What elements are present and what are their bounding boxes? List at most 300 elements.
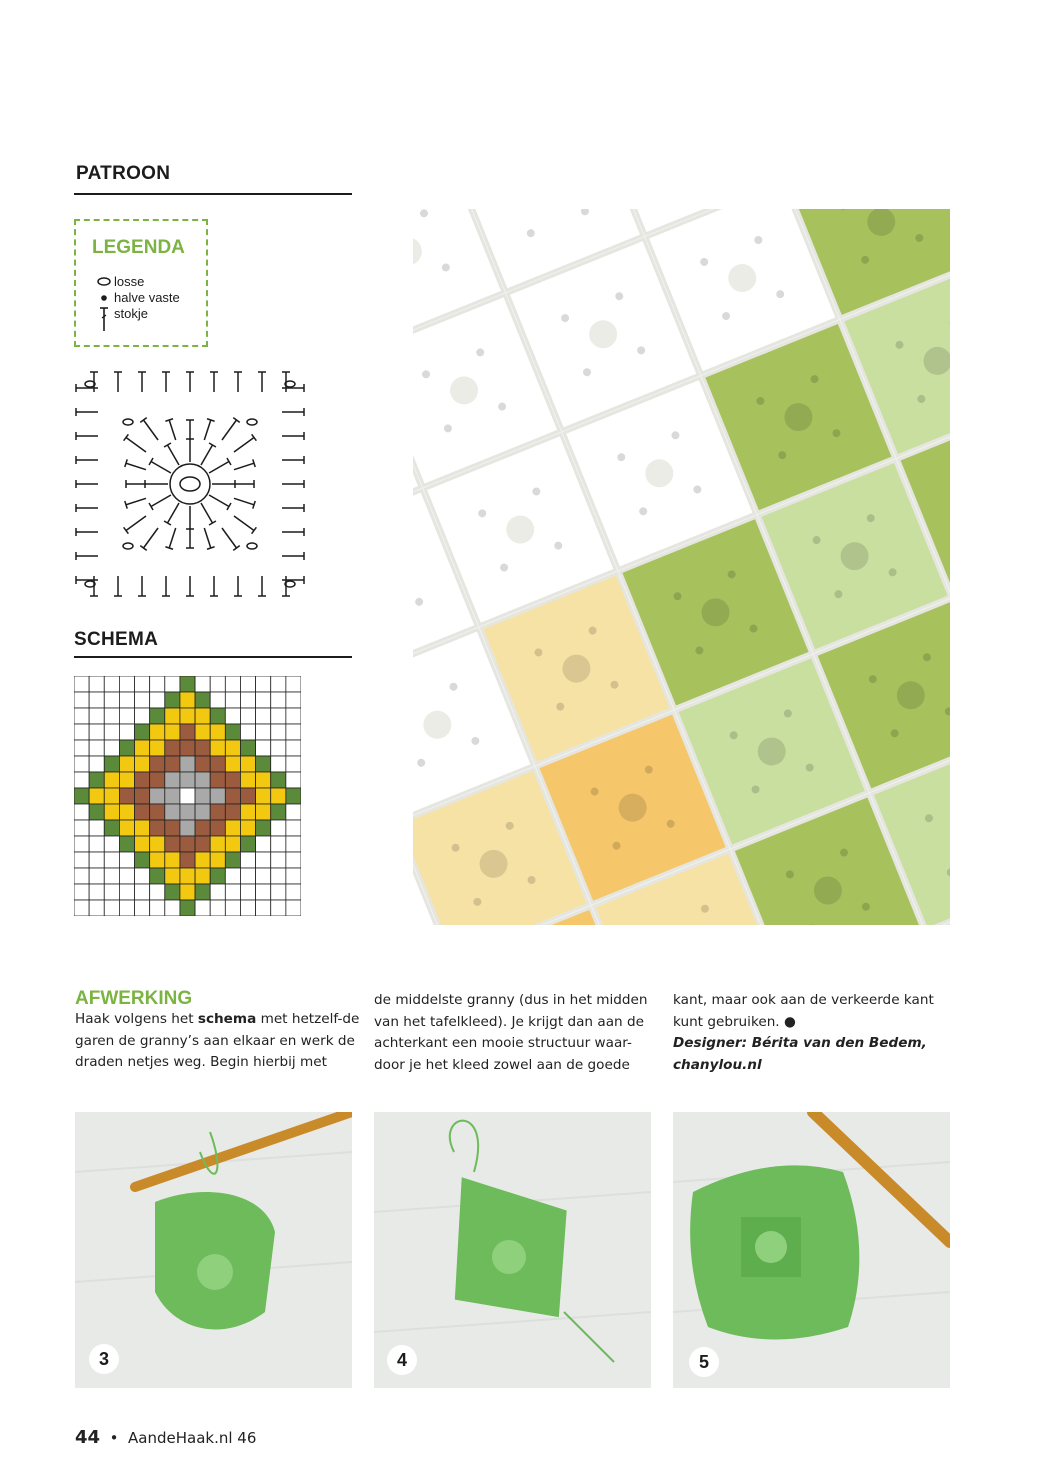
schema-cell xyxy=(210,708,225,724)
schema-cell xyxy=(135,868,150,884)
schema-cell xyxy=(89,884,104,900)
schema-cell xyxy=(150,692,165,708)
chain-stitch xyxy=(123,419,133,425)
schema-cell xyxy=(225,884,240,900)
schema-cell xyxy=(74,788,89,804)
stitch-line xyxy=(204,420,210,440)
schema-cell xyxy=(286,724,301,740)
schema-cell xyxy=(150,900,165,916)
schema-cell xyxy=(135,772,150,788)
schema-cell xyxy=(119,884,134,900)
schema-cell xyxy=(89,788,104,804)
chain-stitch xyxy=(123,543,133,549)
step-photo-4 xyxy=(374,1112,651,1388)
schema-cell xyxy=(150,724,165,740)
schema-cell xyxy=(150,788,165,804)
stitch-line xyxy=(151,462,171,474)
schema-cell xyxy=(195,676,210,692)
schema-cell xyxy=(271,708,286,724)
schema-cell xyxy=(135,676,150,692)
stitch-top xyxy=(233,546,239,551)
schema-cell xyxy=(240,900,255,916)
schema-cell xyxy=(135,900,150,916)
schema-cell xyxy=(135,836,150,852)
schema-cell xyxy=(150,820,165,836)
stitch-line xyxy=(222,528,237,548)
schema-cell xyxy=(210,836,225,852)
schema-cell xyxy=(271,676,286,692)
schema-cell xyxy=(240,868,255,884)
treble-stitch-icon xyxy=(94,306,114,335)
schema-cell xyxy=(225,708,240,724)
schema-cell xyxy=(271,868,286,884)
schema-cell xyxy=(89,708,104,724)
schema-cell xyxy=(210,740,225,756)
schema-cell xyxy=(271,804,286,820)
schema-cell xyxy=(256,884,271,900)
schema-cell xyxy=(89,772,104,788)
schema-cell xyxy=(286,692,301,708)
stitch-line xyxy=(168,503,180,523)
stitch-line xyxy=(209,462,229,474)
schema-cell xyxy=(119,820,134,836)
stitch-line xyxy=(234,516,254,531)
step-badge-3: 3 xyxy=(89,1344,119,1374)
schema-cell xyxy=(180,804,195,820)
page-number: 44 xyxy=(75,1427,101,1448)
stitch-line xyxy=(234,438,254,453)
schema-cell xyxy=(195,740,210,756)
schema-cell xyxy=(104,836,119,852)
schema-cell xyxy=(119,804,134,820)
schema-cell xyxy=(150,836,165,852)
schema-cell xyxy=(89,900,104,916)
patroon-heading: PATROON xyxy=(76,163,171,184)
schema-cell xyxy=(104,692,119,708)
schema-cell xyxy=(165,804,180,820)
stitch-line xyxy=(201,445,213,465)
schema-cell xyxy=(225,676,240,692)
schema-cell xyxy=(256,820,271,836)
schema-cell xyxy=(225,756,240,772)
stitch-line xyxy=(126,498,146,504)
schema-cell xyxy=(74,708,89,724)
stitch-line xyxy=(126,463,146,469)
schema-cell xyxy=(74,692,89,708)
schema-cell xyxy=(165,756,180,772)
schema-cell xyxy=(240,804,255,820)
schema-cell xyxy=(210,804,225,820)
schema-cell xyxy=(225,900,240,916)
schema-cell xyxy=(104,740,119,756)
schema-cell xyxy=(240,756,255,772)
schema-cell xyxy=(271,724,286,740)
schema-cell xyxy=(150,772,165,788)
stitch-top xyxy=(140,418,146,423)
schema-cell xyxy=(286,756,301,772)
chain-stitch xyxy=(247,419,257,425)
schema-cell xyxy=(240,692,255,708)
schema-cell xyxy=(119,692,134,708)
schema-cell xyxy=(180,740,195,756)
schema-cell xyxy=(256,756,271,772)
schema-cell xyxy=(195,756,210,772)
legend-label: stokje xyxy=(114,306,148,321)
legend-title: LEGENDA xyxy=(92,237,185,258)
stitch-top xyxy=(140,546,146,551)
step-photo-5-image xyxy=(673,1112,950,1388)
schema-cell xyxy=(256,788,271,804)
schema-cell xyxy=(165,852,180,868)
schema-cell xyxy=(225,836,240,852)
schema-cell xyxy=(225,868,240,884)
schema-cell xyxy=(104,868,119,884)
stitch-line xyxy=(126,516,146,531)
stitch-line xyxy=(234,498,254,504)
schema-cell xyxy=(180,676,195,692)
schema-cell xyxy=(195,708,210,724)
schema-cell xyxy=(286,708,301,724)
center-ring xyxy=(180,477,200,491)
schema-cell xyxy=(240,788,255,804)
stitch-line xyxy=(144,528,159,548)
designer-credit: Designer: Bérita van den Bedem, xyxy=(673,1035,927,1051)
step-photo-3 xyxy=(75,1112,352,1388)
schema-cell xyxy=(104,852,119,868)
step-photo-4-image xyxy=(374,1112,651,1388)
schema-cell xyxy=(240,820,255,836)
stitch-top xyxy=(252,434,257,440)
schema-cell xyxy=(135,708,150,724)
schema-cell xyxy=(104,820,119,836)
schema-cell xyxy=(180,836,195,852)
schema-cell xyxy=(256,868,271,884)
schema-cell xyxy=(74,852,89,868)
schema-cell xyxy=(135,692,150,708)
schema-cell xyxy=(135,852,150,868)
schema-cell xyxy=(104,788,119,804)
schema-cell xyxy=(165,788,180,804)
schema-cell xyxy=(89,740,104,756)
schema-cell xyxy=(210,788,225,804)
schema-cell xyxy=(180,724,195,740)
schema-cell xyxy=(165,884,180,900)
afwerking-text-3: kant, maar ook aan de verkeerde kant kunt gebruiken. xyxy=(673,992,934,1030)
legend-item-stokje xyxy=(94,306,148,335)
schema-cell xyxy=(74,772,89,788)
stitch-line xyxy=(126,438,146,453)
stitch-top xyxy=(124,434,129,440)
schema-cell xyxy=(195,820,210,836)
schema-cell xyxy=(286,772,301,788)
afwerking-text-1a: Haak volgens het xyxy=(75,1011,198,1027)
schema-cell xyxy=(240,740,255,756)
schema-cell xyxy=(210,868,225,884)
schema-cell xyxy=(225,820,240,836)
schema-cell xyxy=(210,884,225,900)
schema-cell xyxy=(74,836,89,852)
stitch-line xyxy=(169,420,175,440)
schema-cell xyxy=(165,692,180,708)
schema-cell xyxy=(240,708,255,724)
schema-cell xyxy=(286,676,301,692)
schema-cell xyxy=(180,692,195,708)
schema-cell xyxy=(210,724,225,740)
schema-cell xyxy=(119,836,134,852)
schema-cell xyxy=(195,836,210,852)
footer-separator: • xyxy=(109,1429,119,1447)
afwerking-text-2: de middelste granny (dus in het midden van het tafelkleed). Je krijgt dan aan de achterkant een mooie structuur waar-door je het kleed zowel aan de goede xyxy=(374,992,648,1073)
schema-cell xyxy=(271,852,286,868)
schema-cell xyxy=(89,804,104,820)
schema-cell xyxy=(286,868,301,884)
schema-cell xyxy=(89,836,104,852)
schema-cell xyxy=(286,820,301,836)
schema-cell xyxy=(180,900,195,916)
schema-cell xyxy=(195,692,210,708)
schema-cell xyxy=(195,884,210,900)
schema-cell xyxy=(119,772,134,788)
schema-cell xyxy=(119,756,134,772)
schema-cell xyxy=(210,692,225,708)
schema-cell xyxy=(150,852,165,868)
stitch-top xyxy=(233,418,239,423)
schema-cell xyxy=(180,756,195,772)
schema-cell xyxy=(165,676,180,692)
schema-cell xyxy=(286,740,301,756)
magazine-issue: AandeHaak.nl 46 xyxy=(128,1429,257,1447)
granny-stitch-diagram xyxy=(70,366,310,602)
stitch-line xyxy=(168,445,180,465)
afwerking-schema-bold: schema xyxy=(197,1011,257,1027)
schema-cell xyxy=(180,852,195,868)
step-badge-4: 4 xyxy=(387,1345,417,1375)
schema-cell xyxy=(119,740,134,756)
designer-website: chanylou.nl xyxy=(673,1056,762,1073)
schema-cell xyxy=(180,820,195,836)
schema-cell xyxy=(286,788,301,804)
schema-cell xyxy=(256,804,271,820)
schema-cell xyxy=(135,740,150,756)
schema-cell xyxy=(225,740,240,756)
page-footer xyxy=(75,1427,256,1448)
schema-cell xyxy=(180,772,195,788)
schema-cell xyxy=(240,836,255,852)
schema-cell xyxy=(135,884,150,900)
schema-cell xyxy=(180,788,195,804)
schema-cell xyxy=(74,740,89,756)
schema-cell xyxy=(74,724,89,740)
schema-cell xyxy=(150,804,165,820)
schema-cell xyxy=(271,900,286,916)
schema-cell xyxy=(165,836,180,852)
schema-cell xyxy=(150,708,165,724)
schema-cell xyxy=(256,772,271,788)
schema-cell xyxy=(119,900,134,916)
schema-cell xyxy=(165,820,180,836)
afwerking-text-1b: met hetzelf-de garen de granny’s aan elkaar en werk de draden netjes weg. Begin hierbij met xyxy=(75,1011,360,1070)
schema-cell xyxy=(271,884,286,900)
schema-cell xyxy=(119,676,134,692)
schema-cell xyxy=(104,772,119,788)
chain-oval-icon xyxy=(94,274,114,289)
schema-cell xyxy=(256,900,271,916)
step-photo-5 xyxy=(673,1112,950,1388)
schema-cell xyxy=(89,820,104,836)
end-bullet: ● xyxy=(783,1013,796,1030)
schema-cell xyxy=(119,852,134,868)
schema-cell xyxy=(240,772,255,788)
schema-cell xyxy=(286,884,301,900)
schema-cell xyxy=(74,756,89,772)
schema-cell xyxy=(135,804,150,820)
schema-cell xyxy=(240,676,255,692)
schema-cell xyxy=(210,676,225,692)
patroon-rule xyxy=(74,193,352,195)
afwerking-column-1 xyxy=(75,988,360,1074)
schema-cell xyxy=(210,852,225,868)
stitch-line xyxy=(151,495,171,507)
schema-cell xyxy=(165,724,180,740)
schema-cell xyxy=(271,820,286,836)
schema-cell xyxy=(150,884,165,900)
schema-cell xyxy=(119,868,134,884)
schema-cell xyxy=(195,772,210,788)
schema-cell xyxy=(256,676,271,692)
schema-cell xyxy=(89,852,104,868)
schema-cell xyxy=(195,868,210,884)
schema-cell xyxy=(271,836,286,852)
schema-cell xyxy=(225,852,240,868)
schema-cell xyxy=(195,788,210,804)
schema-cell xyxy=(165,708,180,724)
schema-cell xyxy=(165,868,180,884)
schema-cell xyxy=(240,852,255,868)
schema-cell xyxy=(104,708,119,724)
schema-cell xyxy=(104,724,119,740)
schema-cell xyxy=(180,884,195,900)
schema-cell xyxy=(104,804,119,820)
stitch-line xyxy=(234,463,254,469)
schema-cell xyxy=(104,900,119,916)
step-badge-5: 5 xyxy=(689,1347,719,1377)
schema-cell xyxy=(119,788,134,804)
schema-cell xyxy=(271,788,286,804)
schema-cell xyxy=(150,676,165,692)
schema-cell xyxy=(195,804,210,820)
stitch-line xyxy=(169,528,175,548)
schema-cell xyxy=(210,820,225,836)
schema-cell xyxy=(104,884,119,900)
schema-cell xyxy=(195,900,210,916)
stitch-line xyxy=(209,495,229,507)
schema-cell xyxy=(89,724,104,740)
schema-cell xyxy=(150,868,165,884)
schema-cell xyxy=(256,708,271,724)
schema-cell xyxy=(240,724,255,740)
schema-cell xyxy=(180,708,195,724)
schema-cell xyxy=(240,884,255,900)
schema-cell xyxy=(165,900,180,916)
schema-cell xyxy=(89,756,104,772)
schema-cell xyxy=(104,756,119,772)
schema-cell xyxy=(165,772,180,788)
schema-cell xyxy=(256,692,271,708)
center-ring xyxy=(170,464,210,504)
stitch-line xyxy=(204,528,210,548)
schema-cell xyxy=(104,676,119,692)
schema-cell xyxy=(225,788,240,804)
schema-cell xyxy=(89,676,104,692)
legend-label: losse xyxy=(114,274,145,289)
stitch-line xyxy=(144,420,159,440)
afwerking-column-2 xyxy=(374,990,654,1076)
schema-cell xyxy=(74,900,89,916)
schema-cell xyxy=(225,804,240,820)
schema-cell xyxy=(256,724,271,740)
schema-cell xyxy=(225,724,240,740)
schema-cell xyxy=(180,868,195,884)
schema-cell xyxy=(271,772,286,788)
legend-item-halve-vaste xyxy=(94,290,180,305)
schema-cell xyxy=(271,756,286,772)
schema-cell xyxy=(286,900,301,916)
stitch-line xyxy=(201,503,213,523)
schema-cell xyxy=(89,692,104,708)
schema-cell xyxy=(271,740,286,756)
schema-cell xyxy=(195,852,210,868)
legend-label: halve vaste xyxy=(114,290,180,305)
schema-cell xyxy=(135,724,150,740)
schema-cell xyxy=(286,852,301,868)
schema-cell xyxy=(210,772,225,788)
schema-cell xyxy=(135,756,150,772)
schema-cell xyxy=(135,820,150,836)
schema-cell xyxy=(225,692,240,708)
schema-cell xyxy=(256,740,271,756)
stitch-line xyxy=(222,420,237,440)
schema-cell xyxy=(74,804,89,820)
legend-item-losse xyxy=(94,274,144,289)
schema-cell xyxy=(150,740,165,756)
schema-cell xyxy=(256,836,271,852)
schema-cell xyxy=(195,724,210,740)
schema-cell xyxy=(74,868,89,884)
stitch-top xyxy=(124,527,129,533)
schema-cell xyxy=(119,708,134,724)
legend-box xyxy=(74,219,208,347)
schema-cell xyxy=(256,852,271,868)
schema-cell xyxy=(225,772,240,788)
schema-cell xyxy=(150,756,165,772)
afwerking-column-3 xyxy=(673,990,953,1076)
schema-cell xyxy=(286,836,301,852)
schema-cell xyxy=(119,724,134,740)
schema-cell xyxy=(286,804,301,820)
chain-stitch xyxy=(247,543,257,549)
step-photo-3-image xyxy=(75,1112,352,1388)
tablecloth-photo xyxy=(413,209,950,925)
schema-rule xyxy=(74,656,352,658)
schema-cell xyxy=(74,676,89,692)
schema-cell xyxy=(165,740,180,756)
schema-cell xyxy=(135,788,150,804)
dot-icon xyxy=(94,290,114,305)
afwerking-title: AFWERKING xyxy=(75,988,193,1009)
stitch-top xyxy=(252,527,257,533)
schema-cell xyxy=(210,900,225,916)
schema-cell xyxy=(271,692,286,708)
